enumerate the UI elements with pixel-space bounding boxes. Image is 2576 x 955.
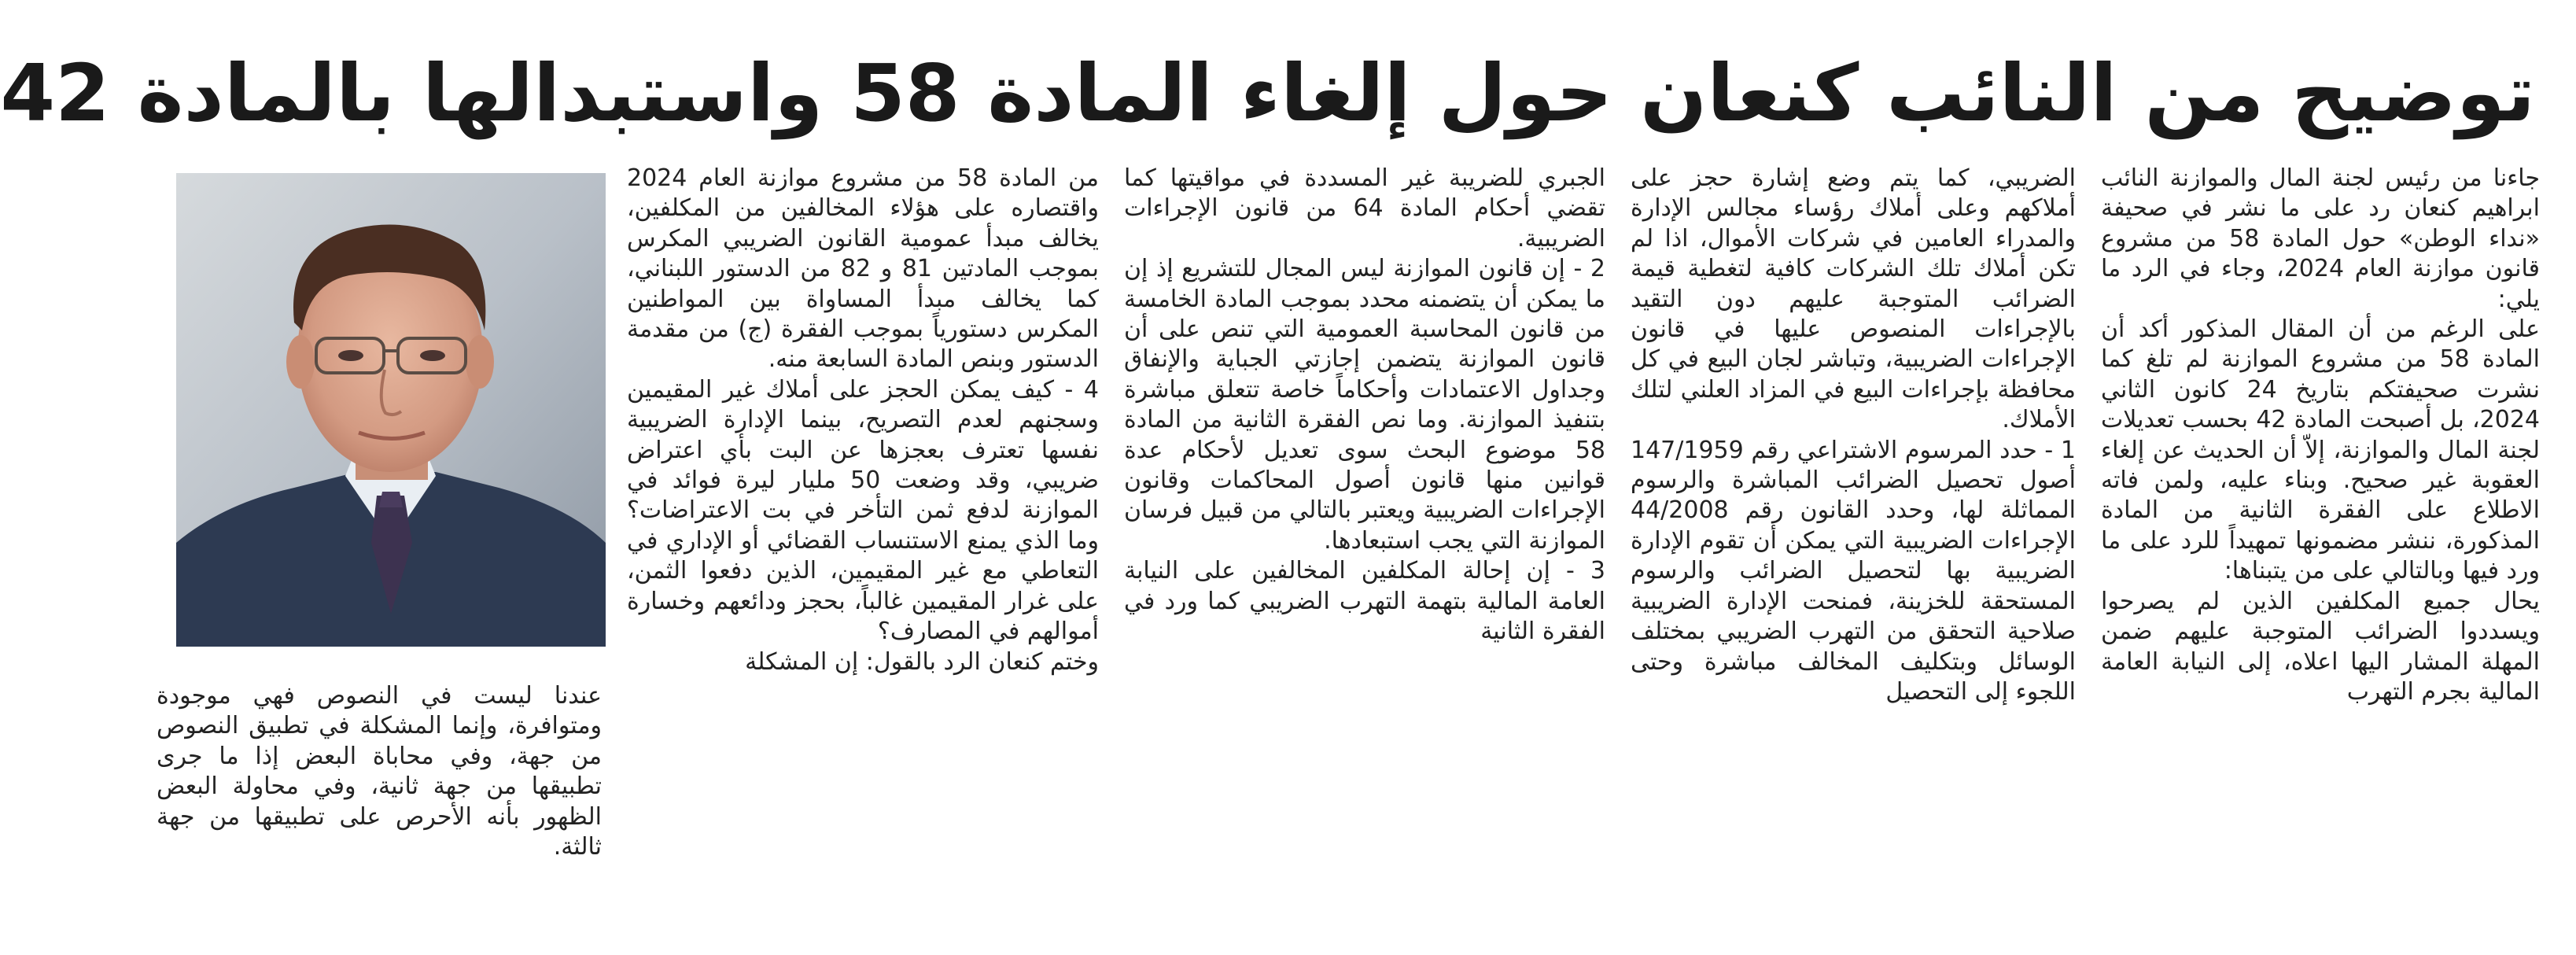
paragraph: 4 - كيف يمكن الحجز على أملاك غير المقيمين وسجنهم لعدم التصريح، بينما الإدارة الضريبية نفسها تعترف بعجزها عن البت بأي اعتراض ضريبي، وقد وضعت 50 مليار ليرة فوائد في الموازنة لدفع ثمن التأخر في بت الاعتراضات؟ وما الذي يمنع الاستنساب القضائي أو الإداري في التعاطي مع غير المقيمين، الذين دفعوا الثمن، على غرار المقيمين غالباً، بحجز ودائعهم وخسارة أموالهم في المصارف؟ bbox=[627, 375, 1099, 646]
article-column-1 bbox=[2101, 164, 2540, 950]
paragraph: يحال جميع المكلفين الذين لم يصرحوا ويسددوا الضرائب المتوجبة عليهم ضمن المهلة المشار اليها اعلاه، إلى النيابة العامة المالية بجرم التهرب bbox=[2101, 587, 2540, 706]
paragraph: 3 - إن إحالة المكلفين المخالفين على النيابة العامة المالية بتهمة التهرب الضريبي كما ورد في الفقرة الثانية bbox=[1124, 557, 1605, 646]
paragraph: الضريبي، كما يتم وضع إشارة حجز على أملاكهم وعلى أملاك رؤساء مجالس الإدارة والمدراء العامين في شركات الأموال، اذا لم تكن أملاك تلك الشركات كافية لتغطية قيمة الضرائب المتوجبة عليهم دون التقيد بالإجراءات المنصوص عليها في قانون الإجراءات الضريبية، وتباشر لجان البيع في كل محافظة بإجراءات البيع في المزاد العلني لتلك الأملاك. bbox=[1631, 164, 2076, 434]
paragraph: على الرغم من أن المقال المذكور أكد أن المادة 58 من مشروع الموازنة لم تلغ كما نشرت صحيفتكم بتاريخ 24 كانون الثاني 2024، بل أصبحت المادة 42 بحسب تعديلات لجنة المال والموازنة، إلاّ أن الحديث عن إلغاء العقوبة غير صحيح. وبناء عليه، ولمن فاته الاطلاع على الفقرة الثانية من المادة المذكورة، ننشر مضمونها تمهيداً للرد على ما ورد فيها وبالتالي على من يتبناها: bbox=[2101, 315, 2541, 585]
portrait-photo bbox=[176, 173, 606, 647]
paragraph: الجبري للضريبة غير المسددة في مواقيتها كما تقضي أحكام المادة 64 من قانون الإجراءات الضريبية. bbox=[1124, 164, 1606, 253]
paragraph: 1 - حدد المرسوم الاشتراعي رقم 147/1959 أصول تحصيل الضرائب المباشرة والرسوم المماثلة لها، وحدد القانون رقم 44/2008 الإجراءات الضريبية التي يمكن أن تقوم الإدارة الضريبية بها لتحصيل الضرائب والرسوم المستحقة للخزينة، فمنحت الإدارة الضريبية صلاحية التحقق من التهرب الضريبي بمختلف الوسائل وبتكليف المخالف مباشرة وحتى اللجوء إلى التحصيل bbox=[1631, 436, 2076, 706]
article-column-5 bbox=[157, 681, 602, 941]
paragraph: جاءنا من رئيس لجنة المال والموازنة النائب ابراهيم كنعان رد على ما نشر في صحيفة «نداء الوطن» حول المادة 58 من مشروع قانون موازنة العام 2024، وجاء في الرد ما يلي: bbox=[2101, 164, 2540, 313]
article-column-4 bbox=[627, 164, 1099, 950]
article-column-3 bbox=[1124, 164, 1605, 950]
paragraph: وختم كنعان الرد بالقول: إن المشكلة bbox=[745, 647, 1099, 676]
paragraph: عندنا ليست في النصوص فهي موجودة ومتوافرة، وإنما المشكلة في تطبيق النصوص من جهة، وفي محاباة البعض إذا ما جرى تطبيقها من جهة ثانية، وفي محاولة البعض الظهور بأنه الأحرص على تطبيقها من جهة ثالثة. bbox=[157, 682, 602, 861]
headline: توضيح من النائب كنعان حول إلغاء المادة 58 واستبدالها بالمادة 42 bbox=[0, 47, 2535, 139]
article-column-2 bbox=[1631, 164, 2076, 950]
paragraph: 2 - إن قانون الموازنة ليس المجال للتشريع إذ إن ما يمكن أن يتضمنه محدد بموجب المادة الخامسة من قانون المحاسبة العمومية التي تنص على أن قانون الموازنة يتضمن إجازتي الجباية والإنفاق وجداول الاعتمادات وأحكاماً خاصة تتعلق مباشرة بتنفيذ الموازنة. وما نص الفقرة الثانية من المادة 58 موضوع البحث سوى تعديل لأحكام عدة قوانين منها قانون أصول المحاكمات وقانون الإجراءات الضريبية ويعتبر بالتالي من قبيل فرسان الموازنة التي يجب استبعادها. bbox=[1124, 255, 1605, 555]
paragraph: من المادة 58 من مشروع موازنة العام 2024 واقتصاره على هؤلاء المخالفين من المكلفين، يخالف مبدأ عمومية القانون الضريبي المكرس بموجب المادتين 81 و 82 من الدستور اللبناني، كما يخالف مبدأ المساواة بين المواطنين المكرس دستورياً بموجب الفقرة (ج) من مقدمة الدستور وبنص المادة السابعة منه. bbox=[627, 164, 1100, 374]
